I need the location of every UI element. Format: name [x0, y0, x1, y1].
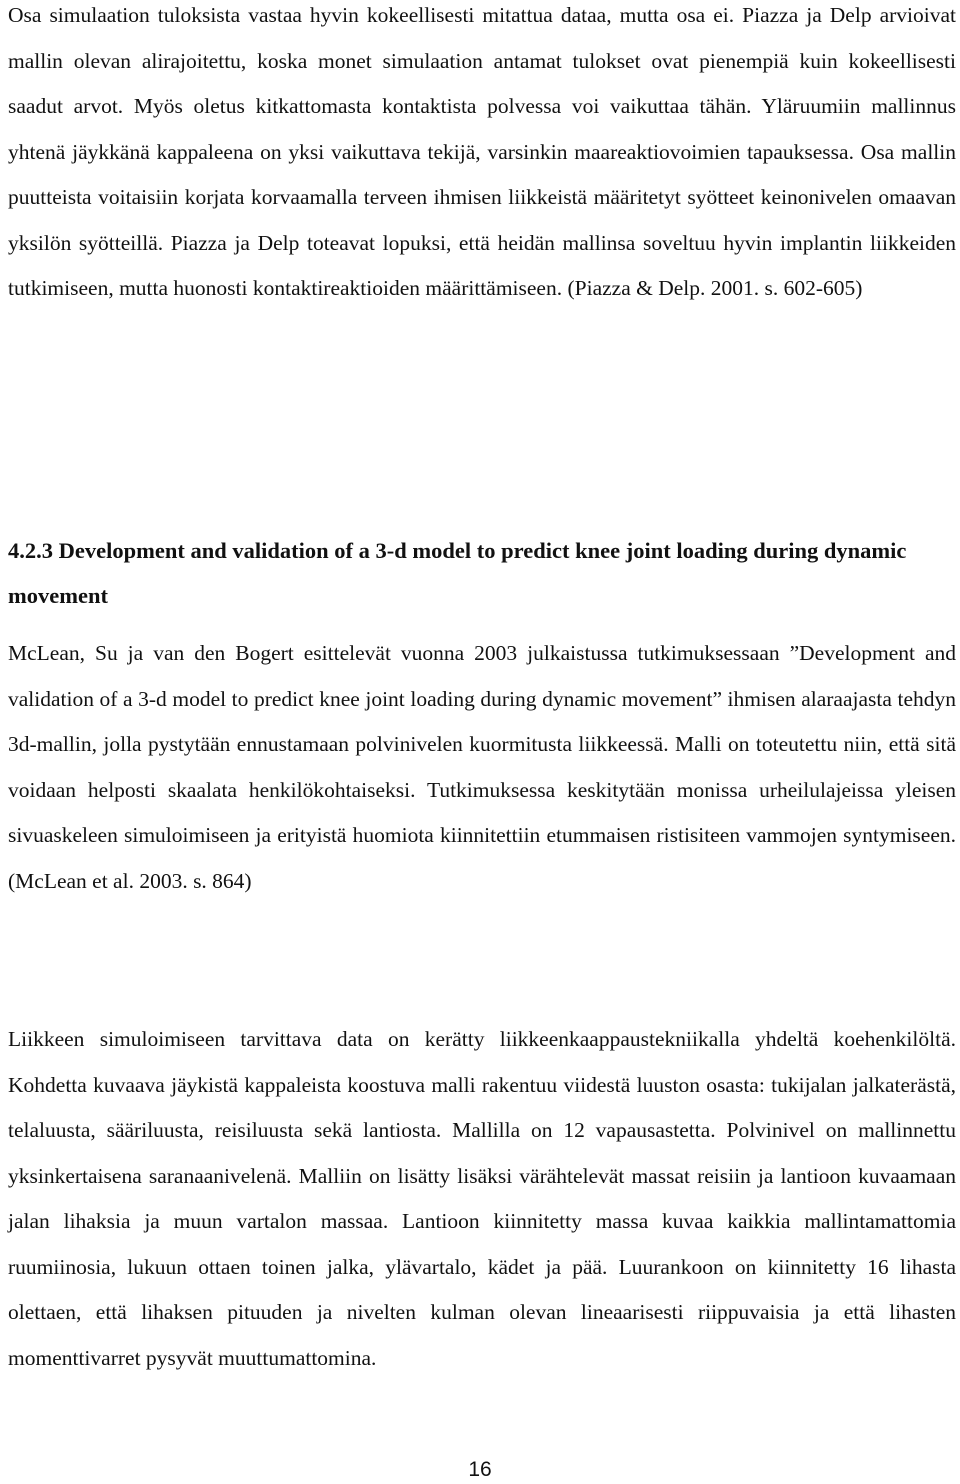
page-number: 16	[468, 1458, 492, 1481]
section-heading: 4.2.3 Development and validation of a 3-d model to predict knee joint loading during dynamic movement	[8, 538, 907, 608]
body-paragraph-piazza-delp: Osa simulaation tuloksista vastaa hyvin kokeellisesti mitattua dataa, mutta osa ei. Piazza ja Delp arvioivat mallin olevan alirajoitettu, koska monet simulaation antamat tulokset ovat pienempiä kuin kokeellisesti saadut arvot. Myös oletus kitkattomasta kontaktista polvessa voi vaikuttaa tähän. Yläruumiin mallinnus yhtenä jäykkänä kappaleena on yksi vaikuttava tekijä, varsinkin maareaktiovoimien tapauksessa. Osa mallin puutteista voitaisiin korjata korvaamalla terveen ihmisen liikkeistä määritetyt syötteet keinonivelen omaavan yksilön syötteillä. Piazza ja Delp toteavat lopuksi, että heidän mallinsa soveltuu hyvin implantin liikkeiden tutkimiseen, mutta huonosti kontaktireaktioiden määrittämiseen. (Piazza & Delp. 2001. s. 602-605)	[8, 3, 956, 300]
body-paragraph-mclean-intro: McLean, Su ja van den Bogert esittelevät vuonna 2003 julkaistussa tutkimuksessaan ”Development and validation of a 3-d model to predict knee joint loading during dynamic movement” ihmisen alaraajasta tehdyn 3d-mallin, jolla pystytään ennustamaan polvinivelen kuormitusta liikkeessä. Malli on toteutettu niin, että sitä voidaan helposti skaalata henkilökohtaiseksi. Tutkimuksessa keskitytään monissa urheilulajeissa yleisen sivuaskeleen simuloimiseen ja erityistä huomiota kiinnitettiin etummaisen ristisiteen vammojen syntymiseen. (McLean et al. 2003. s. 864)	[8, 641, 956, 893]
body-paragraph-model-description: Liikkeen simuloimiseen tarvittava data on kerätty liikkeenkaappaustekniikalla yhdeltä koehenkilöltä. Kohdetta kuvaava jäykistä kappaleista koostuva malli rakentuu viidestä luuston osasta: tukijalan jalkaterästä, telaluusta, sääriluusta, reisiluusta sekä lantiosta. Mallilla on 12 vapausastetta. Polvinivel on mallinnettu yksinkertaisena saranaanivelenä. Malliin on lisätty lisäksi värähtelevät massat reisiin ja lantioon kuvaamaan jalan lihaksia ja muun vartalon massaa. Lantioon kiinnitetty massa kuvaa kaikkia mallintamattomia ruumiinosia, lukuun ottaen toinen jalka, ylävartalo, kädet ja pää. Luurankoon on kiinnitetty 16 lihasta olettaen, että lihaksen pituuden ja nivelten kulman olevan lineaarisesti riippuvaisia ja että lihasten momenttivarret pysyvät muuttumattomina.	[8, 1027, 956, 1370]
